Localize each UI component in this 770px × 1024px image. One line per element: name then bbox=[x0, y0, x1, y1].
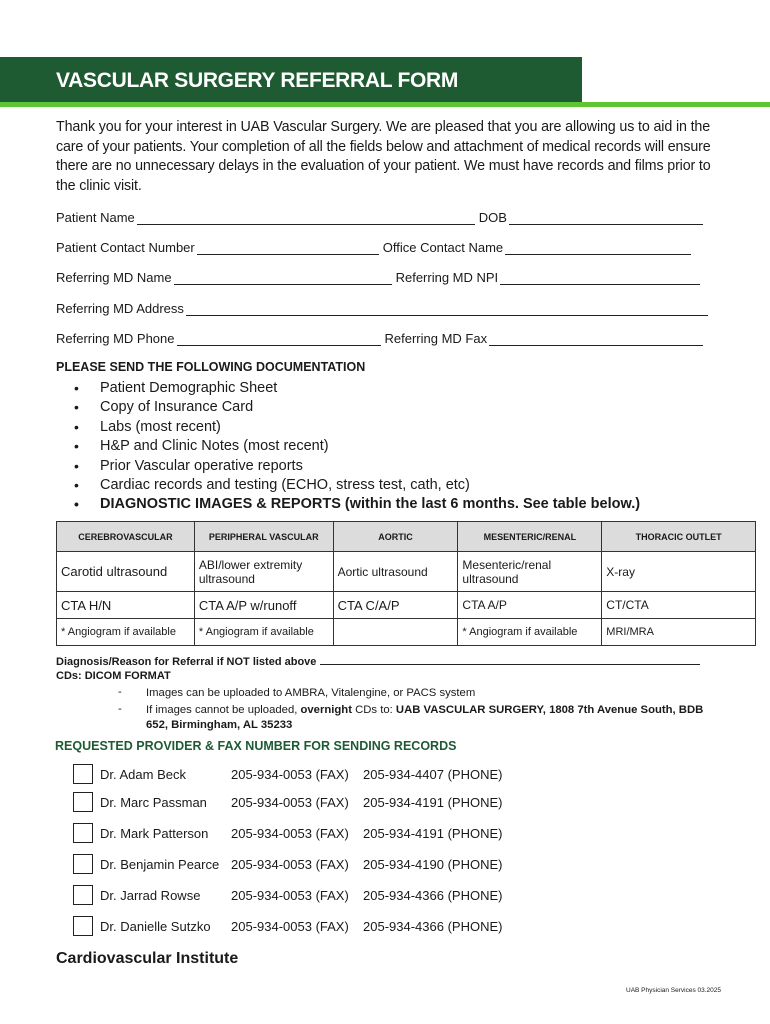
table-cell: X-ray bbox=[602, 552, 756, 592]
provider-row bbox=[73, 885, 573, 907]
field-row-phone bbox=[56, 328, 716, 346]
list-item: • Copy of Insurance Card bbox=[72, 398, 640, 417]
header-accent-rule bbox=[0, 102, 770, 107]
field-row-contact bbox=[56, 237, 716, 255]
provider-checkbox[interactable] bbox=[73, 764, 93, 784]
provider-phone: 205-934-4191 (PHONE) bbox=[363, 826, 503, 841]
documentation-heading: PLEASE SEND THE FOLLOWING DOCUMENTATION bbox=[56, 360, 366, 374]
diagnosis-field[interactable] bbox=[320, 655, 700, 665]
provider-checkbox[interactable] bbox=[73, 792, 93, 812]
table-cell: CTA C/A/P bbox=[333, 592, 458, 619]
table-header-cell: PERIPHERAL VASCULAR bbox=[194, 522, 333, 552]
provider-name: Dr. Marc Passman bbox=[100, 795, 207, 810]
list-item: • Patient Demographic Sheet bbox=[72, 379, 640, 398]
table-cell: * Angiogram if available bbox=[458, 619, 602, 646]
providers-heading: REQUESTED PROVIDER & FAX NUMBER FOR SENDING RECORDS bbox=[55, 739, 457, 753]
table-cell bbox=[333, 619, 458, 646]
bullet-icon: • bbox=[74, 476, 79, 493]
patient-contact-label: Patient Contact Number bbox=[56, 240, 195, 255]
provider-fax: 205-934-0053 (FAX) bbox=[231, 826, 349, 841]
table-cell: CTA A/P w/runoff bbox=[194, 592, 333, 619]
referring-md-name-field[interactable] bbox=[174, 271, 392, 285]
documentation-list bbox=[72, 379, 640, 515]
table-header-cell: AORTIC bbox=[333, 522, 458, 552]
bullet-icon: • bbox=[74, 380, 79, 396]
table-row bbox=[57, 619, 756, 646]
field-row-address bbox=[56, 298, 716, 316]
referring-md-address-label: Referring MD Address bbox=[56, 301, 184, 316]
bullet-icon: • bbox=[74, 438, 79, 455]
table-cell: CTA H/N bbox=[57, 592, 195, 619]
table-cell: * Angiogram if available bbox=[194, 619, 333, 646]
table-cell: CTA A/P bbox=[458, 592, 602, 619]
cd-note-text: If images cannot be uploaded, overnight CDs to: UAB VASCULAR SURGERY, 1808 7th Avenue South, BDB 652, Birmingham, AL 35233 bbox=[146, 704, 704, 731]
diagnosis-row bbox=[56, 655, 700, 668]
provider-phone: 205-934-4366 (PHONE) bbox=[363, 919, 503, 934]
provider-fax: 205-934-0053 (FAX) bbox=[231, 795, 349, 810]
provider-name: Dr. Adam Beck bbox=[100, 767, 186, 782]
provider-fax: 205-934-0053 (FAX) bbox=[231, 767, 349, 782]
field-row-patient bbox=[56, 207, 716, 225]
provider-row bbox=[73, 854, 573, 876]
referring-md-npi-field[interactable] bbox=[500, 271, 700, 285]
table-row bbox=[57, 592, 756, 619]
office-contact-label: Office Contact Name bbox=[382, 240, 504, 255]
list-item: • Cardiac records and testing (ECHO, stress test, cath, etc) bbox=[72, 476, 640, 495]
bullet-icon: • bbox=[74, 457, 79, 474]
list-item: • H&P and Clinic Notes (most recent) bbox=[72, 437, 640, 456]
patient-name-field[interactable] bbox=[137, 211, 475, 225]
referring-md-fax-label: Referring MD Fax bbox=[384, 331, 488, 346]
provider-name: Dr. Jarrad Rowse bbox=[100, 888, 201, 903]
dash-icon: - bbox=[118, 703, 122, 715]
mailing-address: UAB VASCULAR SURGERY, 1808 7th Avenue South, BDB 652, Birmingham, AL 35233 bbox=[146, 704, 704, 731]
bullet-icon: • bbox=[74, 496, 79, 513]
patient-contact-field[interactable] bbox=[197, 241, 379, 255]
provider-phone: 205-934-4366 (PHONE) bbox=[363, 888, 503, 903]
provider-name: Dr. Benjamin Pearce bbox=[100, 857, 220, 872]
referring-md-name-label: Referring MD Name bbox=[56, 270, 172, 285]
referring-md-phone-label: Referring MD Phone bbox=[56, 331, 175, 346]
table-header-cell: CEREBROVASCULAR bbox=[57, 522, 195, 552]
bullet-icon: • bbox=[74, 399, 79, 416]
field-row-md bbox=[56, 267, 716, 285]
provider-row bbox=[73, 916, 573, 938]
table-header-cell: MESENTERIC/RENAL bbox=[458, 522, 602, 552]
form-title: VASCULAR SURGERY REFERRAL FORM bbox=[56, 69, 459, 92]
list-item: • Labs (most recent) bbox=[72, 418, 640, 437]
dob-field[interactable] bbox=[509, 211, 703, 225]
table-cell: Aortic ultrasound bbox=[333, 552, 458, 592]
provider-checkbox[interactable] bbox=[73, 916, 93, 936]
table-cell: CT/CTA bbox=[602, 592, 756, 619]
provider-row bbox=[73, 792, 573, 814]
provider-phone: 205-934-4407 (PHONE) bbox=[363, 767, 503, 782]
intro-paragraph: Thank you for your interest in UAB Vascular Surgery. We are pleased that you are allowing us to aid in the care of your patients. Your completion of all the fields below and attachment of medical records will ensure there are no unnecessary delays in the evaluation of your patient. We must have records and films prior to the clinic visit. bbox=[56, 119, 711, 194]
referring-md-fax-field[interactable] bbox=[489, 332, 703, 346]
list-item: • Prior Vascular operative reports bbox=[72, 457, 640, 476]
table-header-row bbox=[57, 522, 756, 552]
list-item: • DIAGNOSTIC IMAGES & REPORTS (within the last 6 months. See table below.) bbox=[72, 495, 640, 514]
provider-name: Dr. Mark Patterson bbox=[100, 826, 209, 841]
provider-name: Dr. Danielle Sutzko bbox=[100, 919, 211, 934]
footer-org-name: Cardiovascular Institute bbox=[56, 950, 239, 967]
provider-row bbox=[73, 764, 573, 786]
provider-fax: 205-934-0053 (FAX) bbox=[231, 919, 349, 934]
table-header-cell: THORACIC OUTLET bbox=[602, 522, 756, 552]
office-contact-field[interactable] bbox=[505, 241, 691, 255]
provider-phone: 205-934-4190 (PHONE) bbox=[363, 857, 503, 872]
provider-checkbox[interactable] bbox=[73, 885, 93, 905]
referring-md-npi-label: Referring MD NPI bbox=[395, 270, 499, 285]
provider-fax: 205-934-0053 (FAX) bbox=[231, 857, 349, 872]
cds-format-label: CDs: DICOM FORMAT bbox=[56, 670, 171, 682]
patient-name-label: Patient Name bbox=[56, 210, 135, 225]
provider-phone: 205-934-4191 (PHONE) bbox=[363, 795, 503, 810]
table-cell: ABI/lower extremity ultrasound bbox=[194, 552, 333, 592]
referring-md-address-field[interactable] bbox=[186, 302, 708, 316]
table-cell: Mesenteric/renal ultrasound bbox=[458, 552, 602, 592]
bullet-icon: • bbox=[74, 418, 79, 435]
referring-md-phone-field[interactable] bbox=[177, 332, 381, 346]
dob-label: DOB bbox=[478, 210, 507, 225]
imaging-table bbox=[56, 521, 756, 646]
table-cell: Carotid ultrasound bbox=[57, 552, 195, 592]
table-cell: MRI/MRA bbox=[602, 619, 756, 646]
provider-fax: 205-934-0053 (FAX) bbox=[231, 888, 349, 903]
provider-row bbox=[73, 823, 573, 845]
provider-checkbox[interactable] bbox=[73, 823, 93, 843]
diagnosis-label: Diagnosis/Reason for Referral if NOT listed above bbox=[56, 656, 317, 668]
table-row bbox=[57, 552, 756, 592]
footer-form-code: UAB Physician Services 03.2025 bbox=[626, 987, 722, 994]
provider-checkbox[interactable] bbox=[73, 854, 93, 874]
table-cell: * Angiogram if available bbox=[57, 619, 195, 646]
cd-note-text: Images can be uploaded to AMBRA, Vitalengine, or PACS system bbox=[146, 687, 476, 699]
dash-icon: - bbox=[118, 686, 122, 698]
